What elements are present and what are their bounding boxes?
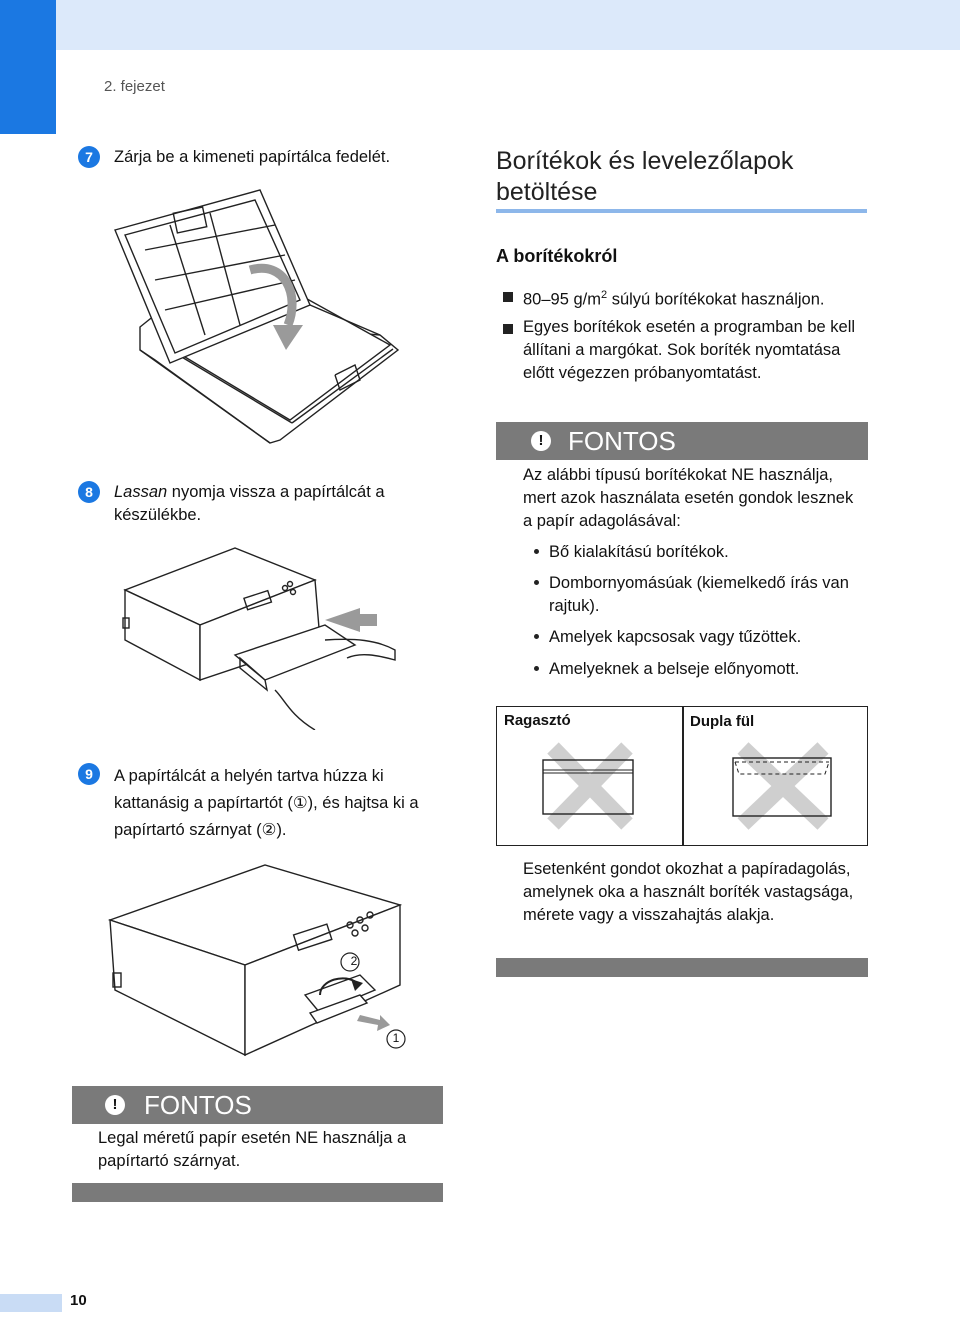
important-box-right-header — [496, 422, 868, 460]
callout-1: 1 — [392, 1031, 400, 1045]
bullet-margins: Egyes borítékok esetén a programban be kell állítani a margókat. Sok boríték nyomtatása előtt végezzen próbanyomtatást. — [523, 318, 856, 382]
push-tray-illustration — [115, 540, 415, 730]
page-number: 10 — [70, 1292, 87, 1309]
chapter-tab — [0, 0, 56, 134]
chapter-label: 2. fejezet — [104, 78, 165, 95]
step-number-8: 8 — [78, 481, 100, 503]
important-box-left-header — [72, 1086, 443, 1124]
section-title: Borítékok és levelezőlapok betöltése — [496, 147, 794, 206]
warning-icon: ! — [105, 1095, 125, 1115]
bullet-dot — [534, 549, 539, 554]
bullet-weight-post: súlyú borítékokat használjon. — [607, 290, 825, 309]
warning-icon: ! — [531, 431, 551, 451]
envelope-double-flap-cross-icon — [725, 740, 840, 832]
important-item: Bő kialakítású borítékok. — [549, 543, 729, 561]
bullet-weight-sup: 2 — [600, 289, 608, 301]
step-8-emphasis: Lassan — [114, 483, 168, 501]
important-intro-right: Az alábbi típusú borítékokat NE használja, mert azok használata esetén gondok lesznek a papír adagolásával: — [523, 466, 854, 530]
bullet-dot — [534, 634, 539, 639]
page-number-bar — [0, 1294, 62, 1312]
important-body-left: Legal méretű papír esetén NE használja a papírtartó szárnyat. — [98, 1129, 407, 1170]
step-7-text: Zárja be a kimeneti papírtálca fedelét. — [114, 148, 391, 166]
important-box-right-footer — [496, 958, 868, 977]
paper-support-illustration — [105, 855, 415, 1060]
bullet-dot — [534, 580, 539, 585]
bullet-weight — [523, 284, 868, 312]
envelope-glue-cross-icon — [535, 740, 645, 832]
important-title-right: FONTOS — [568, 426, 676, 456]
important-item: Amelyeknek a belseje előnyomott. — [549, 660, 800, 678]
bullet-dot — [534, 666, 539, 671]
envelope-table-divider — [682, 706, 684, 846]
step-number-9: 9 — [78, 763, 100, 785]
important-title-left: FONTOS — [144, 1090, 252, 1120]
step-8-rest: nyomja vissza a papírtálcát a készülékbe. — [114, 483, 385, 524]
step-8-text — [114, 481, 444, 527]
important-item: Dombornyomásúak (kiemelkedő írás van rajtuk). — [549, 574, 849, 615]
header-band — [0, 0, 960, 50]
section-title-rule — [496, 209, 867, 213]
important-item: Amelyek kapcsosak vagy tűzöttek. — [549, 628, 802, 646]
important-box-left-footer — [72, 1183, 443, 1202]
paper-tray-cover-illustration — [110, 185, 410, 450]
step-9-text: A papírtálcát a helyén tartva húzza ki kattanásig a papírtartót (①), és hajtsa ki a papírtartó szárnyat (②). — [114, 767, 419, 839]
envelope-col-glue: Ragasztó — [504, 712, 571, 729]
bullet-square — [503, 324, 513, 334]
step-number-7: 7 — [78, 146, 100, 168]
callout-2: 2 — [350, 954, 358, 968]
section-subtitle: A borítékokról — [496, 246, 618, 266]
bullet-weight-pre: 80–95 g/m — [523, 290, 601, 309]
bullet-square — [503, 292, 513, 302]
important-note-right: Esetenként gondot okozhat a papíradagolás, amelynek oka a használt boríték vastagsága, mérete vagy a visszahajtás alakja. — [523, 860, 854, 924]
envelope-col-double-flap: Dupla fül — [690, 713, 755, 730]
